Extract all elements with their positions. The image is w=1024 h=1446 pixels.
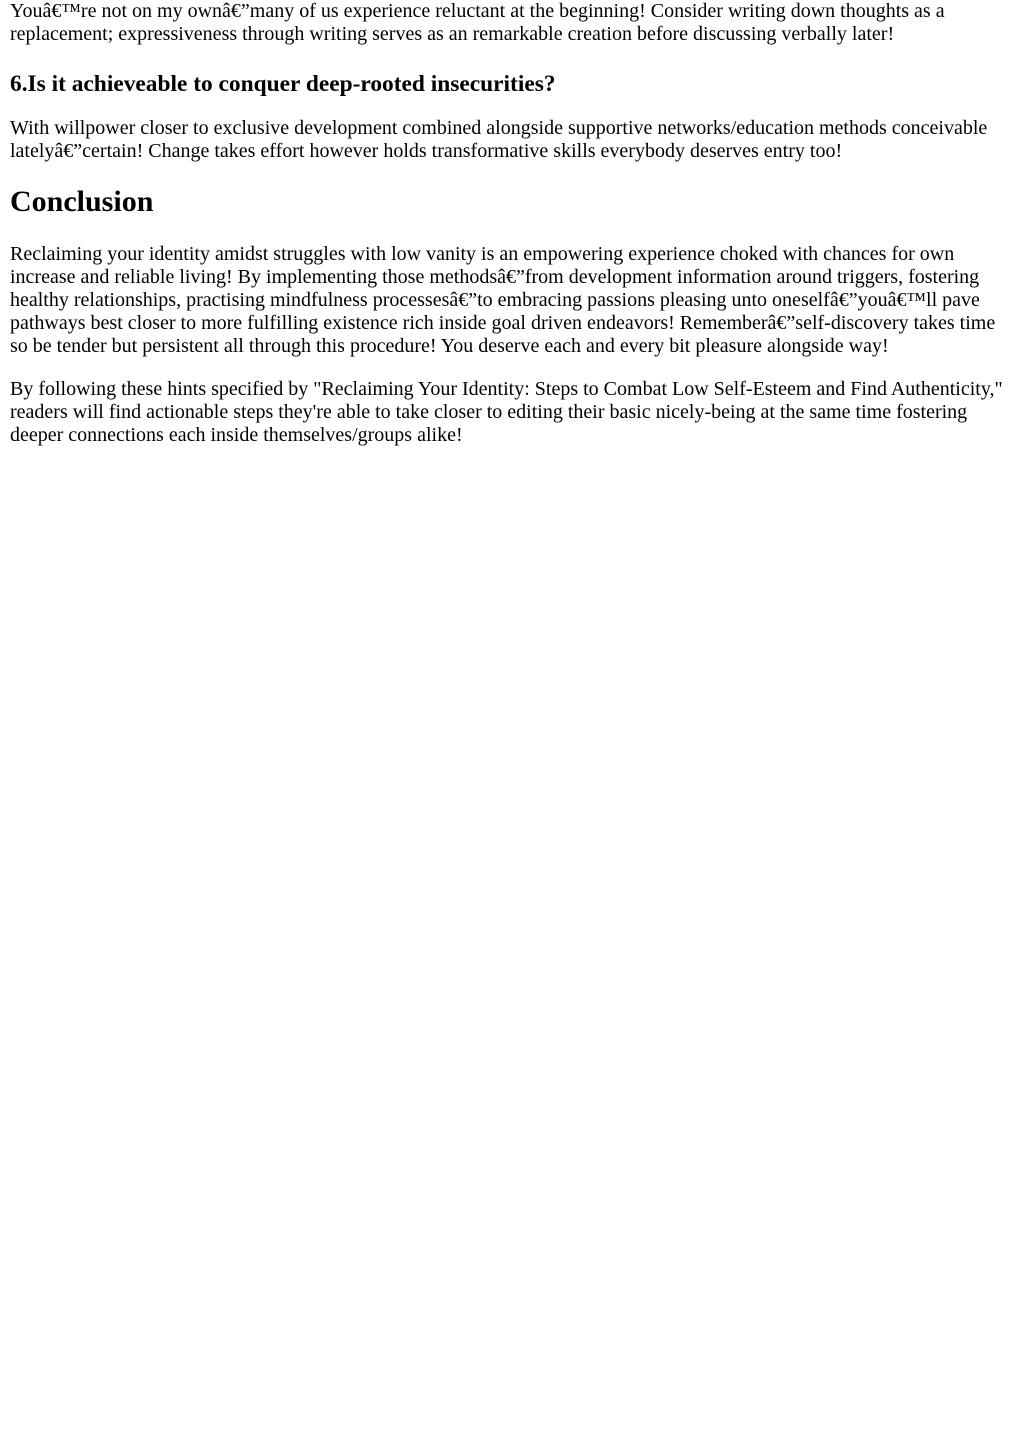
intro-paragraph: Youâ€™re not on my ownâ€”many of us experience reluctant at the beginning! Consider writing down thoughts as a replacement; expressiveness through writing serves as an remarkable creation before discussing verbally later! <box>10 0 945 45</box>
conclusion-paragraph-1: Reclaiming your identity amidst struggles with low vanity is an empowering experience choked with chances for own increase and reliable living! By implementing those methodsâ€”from development information around triggers, fostering healthy relationships, practising mindfulness processesâ€”to embracing passions pleasing unto oneselfâ€”youâ€™ll pave pathways best closer to more fulfilling existence rich inside goal driven endeavors! Rememberâ€”self-discovery takes time so be tender but persistent all through this procedure! You deserve each and every bit pleasure alongside way! <box>10 243 996 357</box>
article-body <box>0 0 1024 447</box>
faq-item-6 <box>10 70 1016 163</box>
faq-question-6: 6.Is it achieveable to conquer deep-rooted insecurities? <box>10 71 556 97</box>
conclusion-paragraph-2: By following these hints specified by "Reclaiming Your Identity: Steps to Combat Low Self-Esteem and Find Authenticity," readers will find actionable steps they're able to take closer to editing their basic nicely-being at the same time fostering deeper connections each inside themselves/groups alike! <box>10 378 1003 446</box>
conclusion-heading: Conclusion <box>10 185 154 218</box>
faq-answer-6: With willpower closer to exclusive development combined alongside supportive networks/education methods conceivable latelyâ€”certain! Change takes effort however holds transformative skills everybody deserves entry too! <box>10 117 988 162</box>
conclusion-section <box>10 184 1016 447</box>
